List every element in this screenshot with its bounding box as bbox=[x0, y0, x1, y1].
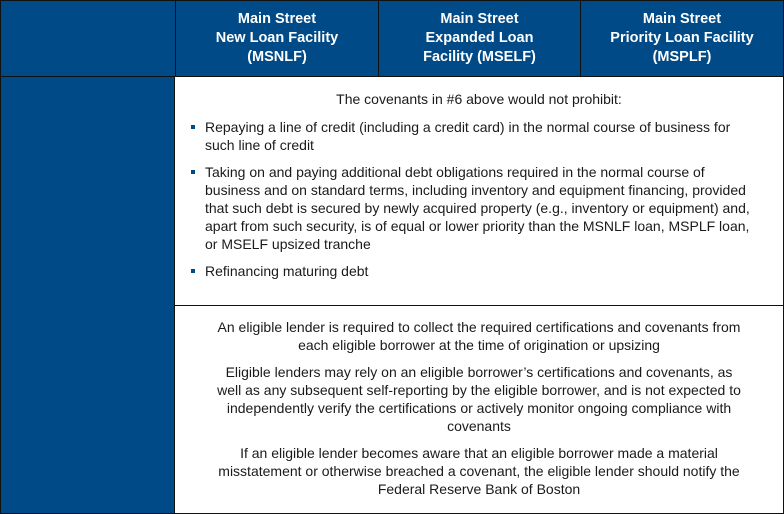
covenants-list bbox=[175, 118, 783, 280]
header-msnlf bbox=[175, 1, 378, 76]
header-mself bbox=[378, 1, 580, 76]
list-item: Repaying a line of credit (including a credit card) in the normal course of business for such line of credit bbox=[205, 118, 763, 154]
covenants-cell bbox=[175, 77, 783, 306]
lender-paragraph: An eligible lender is required to collect the required certifications and covenants from each eligible borrower at the time of origination or upsizing bbox=[217, 319, 741, 353]
lender-paragraph: If an eligible lender becomes aware that an eligible borrower made a material misstatement or otherwise breached a covenant, the eligible lender should notify the Federal Reserve Bank of Boston bbox=[218, 445, 740, 497]
header-line: New Loan Facility bbox=[215, 30, 339, 46]
header-line: Main Street bbox=[642, 11, 722, 27]
header-line: (MSPLF) bbox=[652, 49, 712, 65]
header-line: Expanded Loan bbox=[425, 30, 534, 46]
header-line: Facility (MSELF) bbox=[423, 49, 536, 65]
header-line: Main Street bbox=[237, 11, 317, 27]
row-label-column bbox=[1, 77, 175, 513]
header-msplf bbox=[580, 1, 783, 76]
header-line: (MSNLF) bbox=[247, 49, 307, 65]
header-line: Main Street bbox=[440, 11, 519, 27]
lender-obligations-cell bbox=[175, 306, 783, 513]
header-line: Priority Loan Facility bbox=[610, 30, 754, 46]
list-item: Refinancing maturing debt bbox=[205, 262, 763, 280]
lender-paragraph: Eligible lenders may rely on an eligible borrower’s certifications and covenants, as well as any subsequent self-reporting by the eligible borrower, and is not expected to independently verify the certifications or actively monitor ongoing compliance with covenants bbox=[217, 364, 741, 434]
covenants-intro: The covenants in #6 above would not prohibit: bbox=[336, 91, 622, 107]
header-empty-cell bbox=[1, 1, 175, 76]
table-header-row bbox=[1, 1, 783, 77]
list-item: Taking on and paying additional debt obligations required in the normal course of business and on standard terms, including inventory and equipment financing, provided that such debt is secured by newly acquired property (e.g., inventory or equipment) and, apart from such security, is of equal or lower priority than the MSNLF loan, MSPLF loan, or MSELF upsized tranche bbox=[205, 163, 763, 253]
